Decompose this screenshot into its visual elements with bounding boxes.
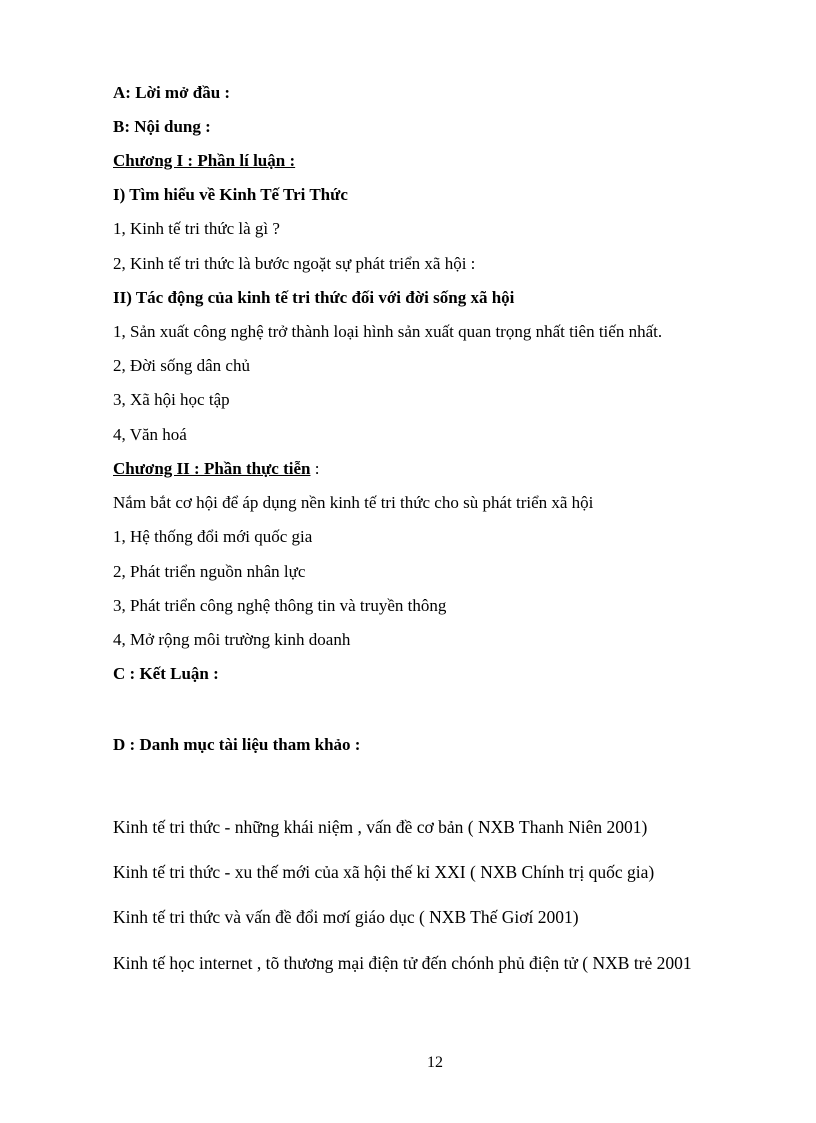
toc-item: 4, Mở rộng môi trường kinh doanh (113, 630, 351, 649)
toc-item: 2, Đời sống dân chủ (113, 356, 250, 375)
page-number: 12 (427, 1054, 443, 1071)
toc-item: 1, Hệ thống đổi mới quốc gia (113, 527, 313, 546)
reference-item: Kinh tế học internet , tõ thương mại điện tử đến chónh phủ điện tử ( NXB trẻ 2001 (113, 953, 692, 973)
reference-item: Kinh tế tri thức và vấn đề đổi mơí giáo dục ( NXB Thế Giơí 2001) (113, 907, 579, 927)
chapter-2-title: Chương II : Phần thực tiễn (113, 459, 311, 478)
chapter-2-colon: : (310, 459, 320, 478)
section-1-heading: I) Tìm hiểu về Kinh Tế Tri Thức (113, 185, 348, 204)
toc-item: 3, Phát triển công nghệ thông tin và truyền thông (113, 596, 447, 615)
chapter-1-title: Chương I : Phần lí luận : (113, 151, 296, 170)
chapter-2-heading-line (113, 458, 319, 480)
toc-item: 2, Kinh tế tri thức là bước ngoặt sự phát triển xã hội : (113, 254, 476, 273)
chapter-2-intro: Nắm bắt cơ hội để áp dụng nền kinh tế tri thức cho sù phát triển xã hội (113, 493, 594, 512)
toc-item: 2, Phát triển nguồn nhân lực (113, 562, 306, 581)
section-2-heading: II) Tác động của kinh tế tri thức đối với đời sống xã hội (113, 288, 515, 307)
heading-b: B: Nội dung : (113, 117, 211, 136)
toc-item: 1, Kinh tế tri thức là gì ? (113, 219, 280, 238)
toc-item: 4, Văn hoá (113, 425, 187, 444)
reference-item: Kinh tế tri thức - xu thế mới của xã hội thế kỉ XXI ( NXB Chính trị quốc gia) (113, 862, 655, 882)
reference-item: Kinh tế tri thức - những khái niệm , vấn đề cơ bản ( NXB Thanh Niên 2001) (113, 817, 648, 837)
heading-c: C : Kết Luận : (113, 664, 219, 683)
toc-item: 3, Xã hội học tập (113, 390, 230, 409)
toc-item: 1, Sản xuất công nghệ trở thành loại hình sản xuất quan trọng nhất tiên tiến nhất. (113, 322, 663, 341)
heading-a: A: Lời mở đầu : (113, 83, 231, 102)
heading-d: D : Danh mục tài liệu tham khảo : (113, 735, 361, 754)
